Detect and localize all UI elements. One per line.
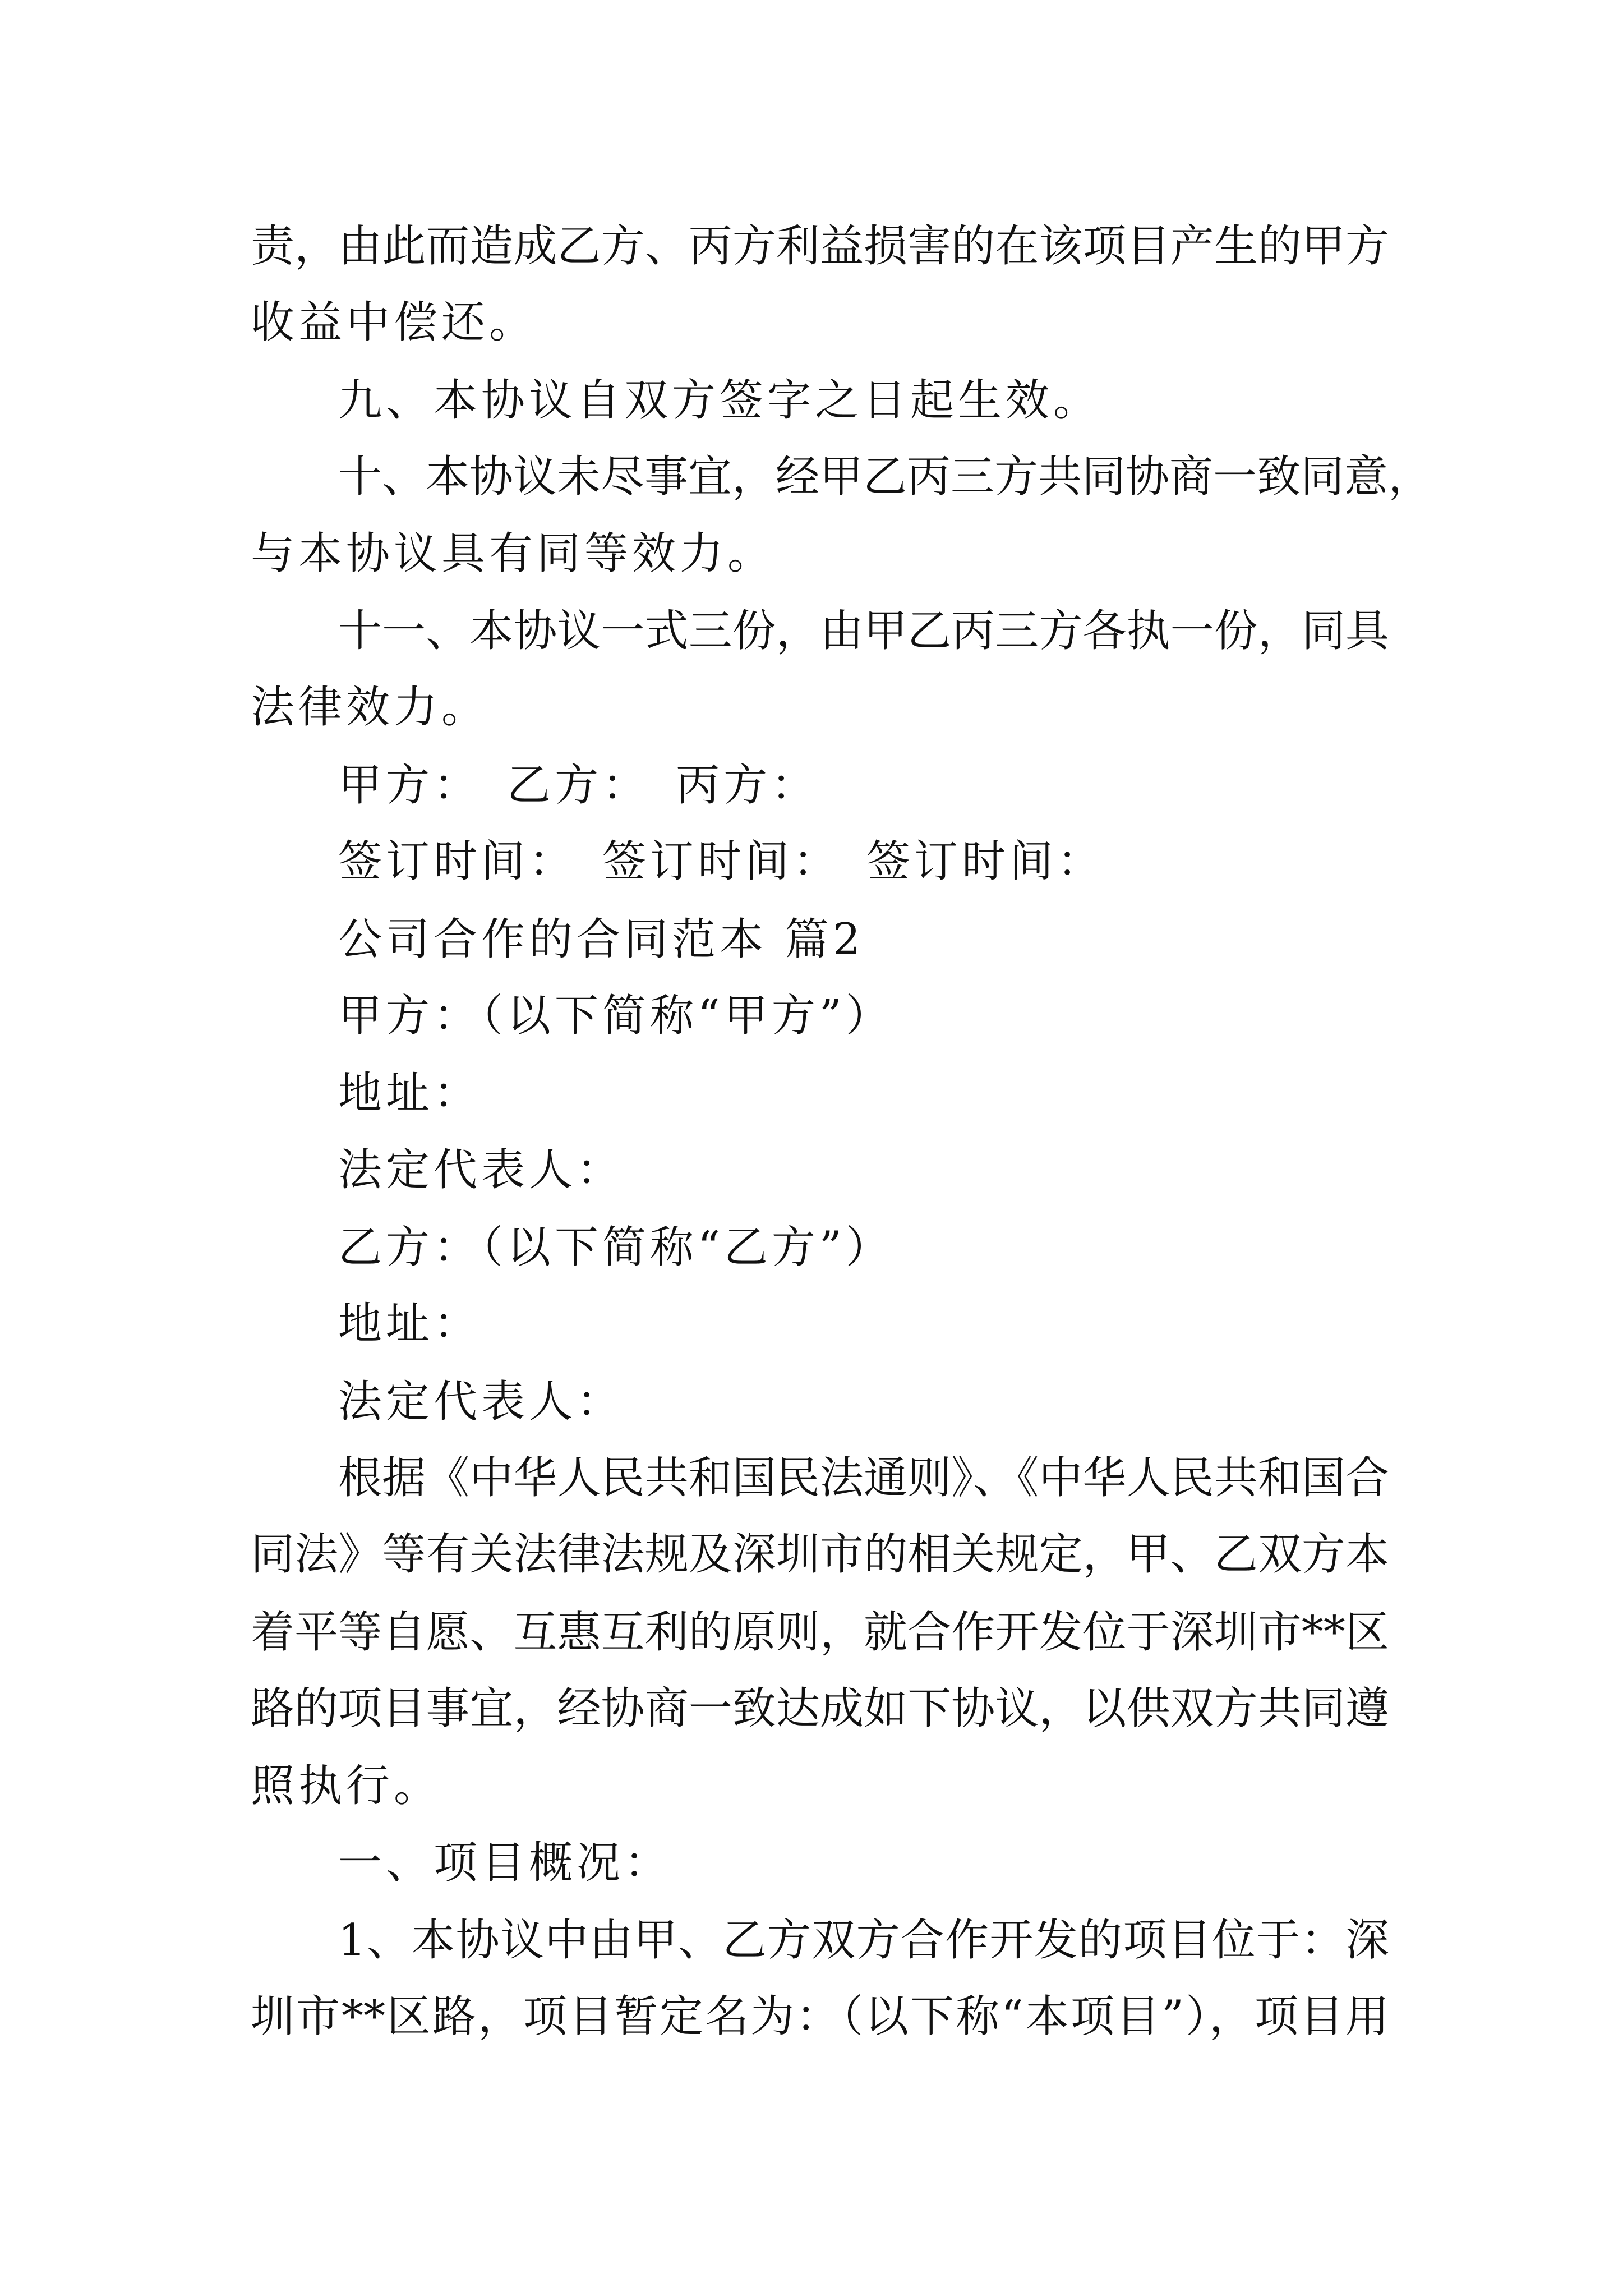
clause-heading: 一、项目概况：: [338, 1838, 672, 1888]
party-a-line: 甲方：（以下简称“甲方”）: [338, 991, 893, 1041]
body-line: 圳市**区路，项目暂定名为：（以下称“本项目”），项目用: [251, 1991, 1389, 2042]
body-line: 收益中偿还。: [251, 297, 537, 348]
body-line: 十、本协议未尽事宜，经甲乙丙三方共同协商一致同意，: [338, 452, 1432, 502]
body-line: 同法》等有关法律法规及深圳市的相关规定，甲、乙双方本: [251, 1529, 1389, 1580]
address-line: 地址：: [338, 1299, 482, 1349]
body-line: 法律效力。: [251, 682, 490, 733]
address-line: 地址：: [338, 1068, 482, 1119]
body-line: 与本协议具有同等效力。: [251, 528, 776, 579]
party-b-line: 乙方：（以下简称“乙方”）: [338, 1222, 893, 1273]
body-line: 十一、本协议一式三份，由甲乙丙三方各执一份，同具: [338, 606, 1389, 656]
body-line: 照执行。: [251, 1761, 442, 1811]
section-heading: 公司合作的合同范本 篇2: [338, 914, 865, 965]
body-line: 九、本协议自双方签字之日起生效。: [338, 375, 1101, 426]
body-line: 根据《中华人民共和国民法通则》、《中华人民共和国合: [338, 1453, 1389, 1503]
body-line: 1、本协议中由甲、乙方双方合作开发的项目位于：深: [338, 1915, 1389, 1966]
signature-parties-line: 甲方： 乙方： 丙方：: [338, 760, 819, 811]
body-line: 责，由此而造成乙方、丙方利益损害的在该项目产生的甲方: [251, 221, 1389, 272]
legal-representative-line: 法定代表人：: [338, 1377, 625, 1427]
body-line: 路的项目事宜，经协商一致达成如下协议，以供双方共同遵: [251, 1683, 1389, 1734]
legal-representative-line: 法定代表人：: [338, 1145, 625, 1195]
signature-date-line: 签订时间： 签订时间： 签订时间：: [338, 836, 1105, 887]
body-line: 着平等自愿、互惠互利的原则，就合作开发位于深圳市**区: [251, 1607, 1389, 1658]
